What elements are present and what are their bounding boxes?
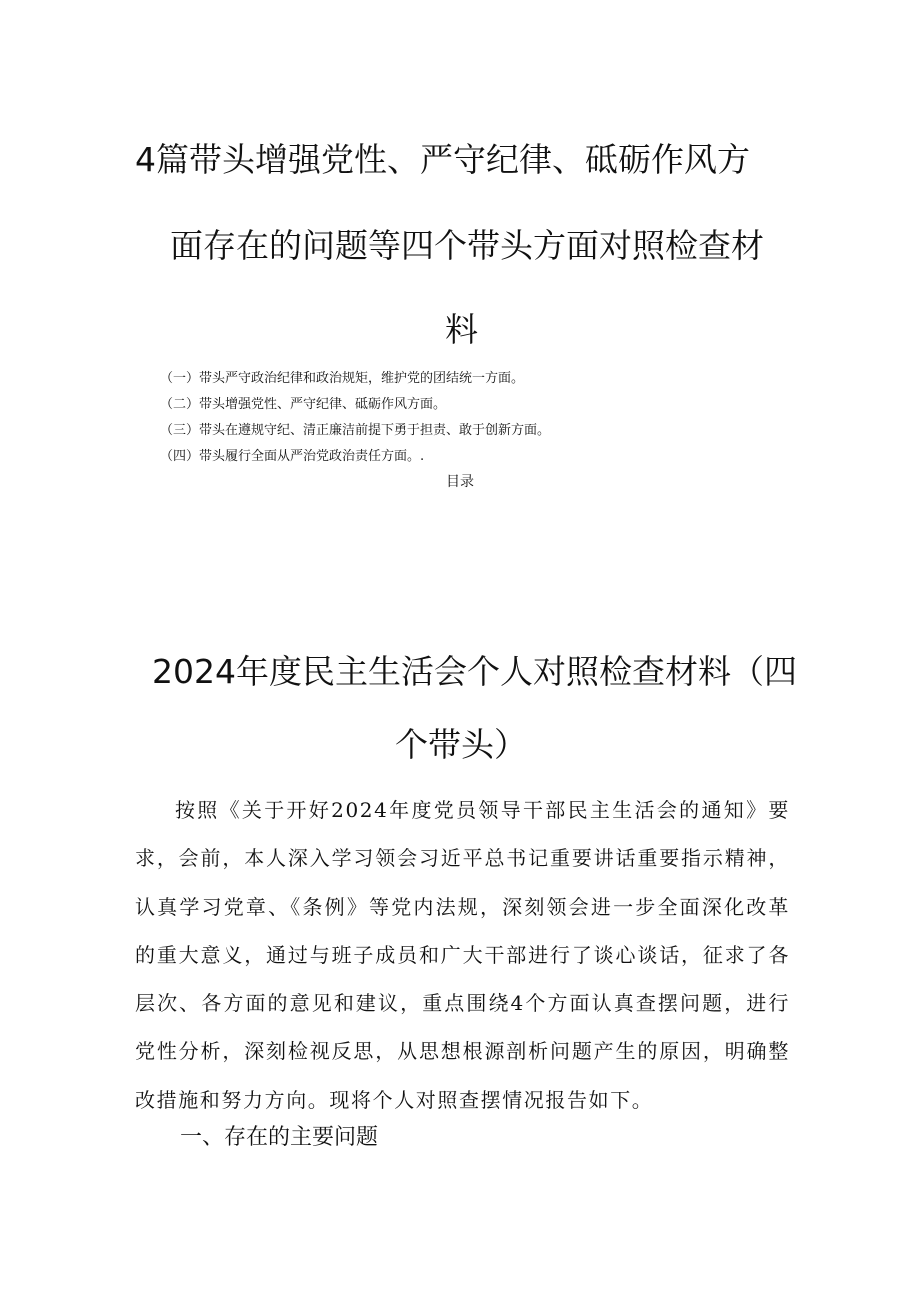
toc-label: 目录 <box>446 474 474 490</box>
toc-item-2[interactable]: （二）带头增强党性、严守纪律、砥砺作风方面。 <box>160 397 447 412</box>
toc-item-4[interactable]: （四）带头履行全面从严治党政治责任方面。. <box>160 449 425 464</box>
main-title-line-1: 4篇带头增强党性、严守纪律、砥砺作风方 <box>135 140 750 179</box>
table-of-contents <box>160 366 720 470</box>
article-title-line-1: 2024年度民主生活会个人对照检查材料（四 <box>152 652 797 691</box>
toc-item-3[interactable]: （三）带头在遵规守纪、清正廉洁前提下勇于担责、敢于创新方面。 <box>160 423 551 438</box>
section-heading-1: 一、存在的主要问题 <box>180 1125 379 1150</box>
intro-paragraph: 按照《关于开好2024年度党员领导干部民主生活会的通知》要求，会前，本人深入学习领会习近平总书记重要讲话重要指示精神，认真学习党章、《条例》等党内法规，深刻领会进一步全面深化改革的重大意义，通过与班子成员和广大干部进行了谈心谈话，征求了各层次、各方面的意见和建议，重点围绕4个方面认真查摆问题，进行党性分析，深刻检视反思，从思想根源剖析问题产生的原因，明确整改措施和努力方向。现将个人对照查摆情况报告如下。 <box>135 798 790 1112</box>
main-title-line-2: 面存在的问题等四个带头方面对照检查材 <box>170 226 764 265</box>
main-title-line-3: 料 <box>445 310 478 349</box>
article-title-line-2: 个带头） <box>395 725 527 764</box>
toc-item-1[interactable]: （一）带头严守政治纪律和政治规矩，维护党的团结统一方面。 <box>160 371 525 386</box>
